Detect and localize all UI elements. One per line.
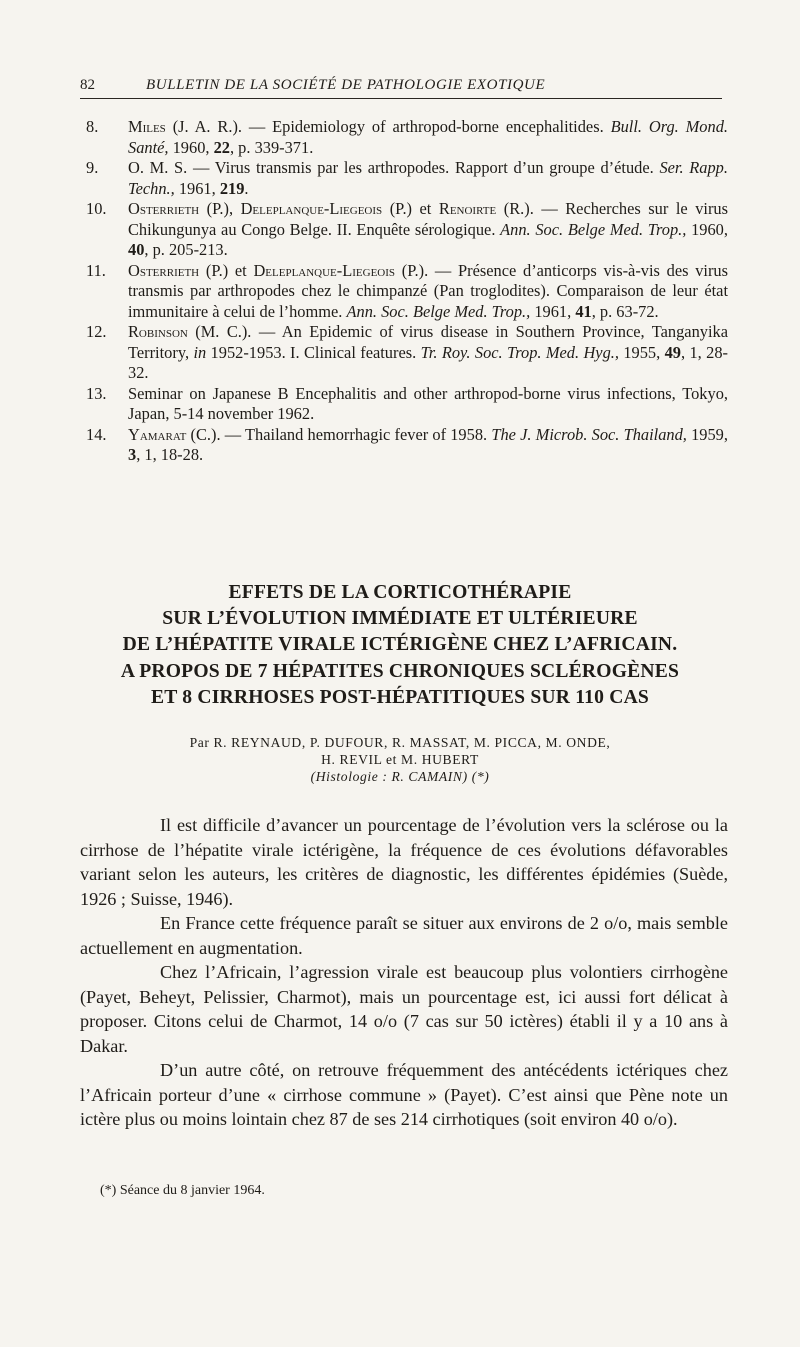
page-number: 82 [80,77,95,93]
author-block [60,734,740,785]
reference-item: 11. Osterrieth (P.) et Deleplanque-Liegeois (P.). — Présence d’anticorps vis-à-vis des virus transmis par arthropodes chez le chimpanzé (Pan troglodites). Comparaison de leur état immunitaire à celui de l’homme. Ann. Soc. Belge Med. Trop., 1961, 41, p. 63-72. [86,260,728,321]
title-line: EFFETS DE LA CORTICOTHÉRAPIE [228,582,572,603]
reference-item: 9. O. M. S. — Virus transmis par les arthropodes. Rapport d’un groupe d’étude. Ser. Rapp. Techn., 1961, 219. [86,158,728,198]
body-paragraph: Chez l’Africain, l’agression virale est beaucoup plus volontiers cirrhogène (Payet, Beheyt, Pelissier, Charmot), mais un pourcentage est, ici aussi fort délicat à proposer. Citons celui de Charmot, 14 o/o (7 cas sur 50 ictères) établi il y a 10 ans à Dakar. [80,962,728,1056]
body-paragraph: Il est difficile d’avancer un pourcentage de l’évolution vers la sclérose ou la cirrhose de l’hépatite virale ictérigène, la fréquence de ces évolutions défavorables variant selon les auteurs, les critères de diagnostic, les différentes épidémies (Suède, 1926 ; Suisse, 1946). [80,815,728,909]
authors-line: H. REVIL et M. HUBERT [321,752,479,767]
reference-item: 10. Osterrieth (P.), Deleplanque-Liegeois (P.) et Renoirte (R.). — Recherches sur le virus Chikungunya au Congo Belge. II. Enquête sérologique. Ann. Soc. Belge Med. Trop., 1960, 40, p. 205-213. [86,199,728,259]
reference-list [80,117,728,466]
body-paragraph: En France cette fréquence paraît se situer aux environs de 2 o/o, mais semble actuellement en augmentation. [80,913,728,958]
title-line: SUR L’ÉVOLUTION IMMÉDIATE ET ULTÉRIEURE [162,608,638,630]
authors-line: Par R. REYNAUD, P. DUFOUR, R. MASSAT, M. PICCA, M. ONDE, [189,735,611,750]
histology-credit: (Histologie : R. CAMAIN) (*) [310,769,490,784]
reference-item: 13. Seminar on Japanese B Encephalitis and other arthropod-borne virus infections, Tokyo, Japan, 5-14 november 1962. [86,383,728,423]
title-line: ET 8 CIRRHOSES POST-HÉPATITIQUES SUR 110 CAS [150,686,650,708]
reference-item: 8. Miles (J. A. R.). — Epidemiology of arthropod-borne encephalitides. Bull. Org. Mond. Santé, 1960, 22, p. 339-371. [86,117,728,157]
body-paragraph: D’un autre côté, on retrouve fréquemment des antécédents ictériques chez l’Africain porteur d’une « cirrhose commune » (Payet). C’est ainsi que Pène note un ictère plus ou moins lointain chez 87 de ses 214 cirrhotiques (soit environ 40 o/o). [80,1060,728,1129]
reference-item: 14. Yamarat (C.). — Thailand hemorrhagic fever of 1958. The J. Microb. Soc. Thailand, 1959, 3, 1, 18-28. [86,424,728,464]
article-title [60,580,740,711]
title-line: DE L’HÉPATITE VIRALE ICTÉRIGÈNE CHEZ L’AFRICAIN. [122,634,678,656]
footnote: (*) Séance du 8 janvier 1964. [100,1183,265,1198]
article-body [80,813,728,1132]
reference-item: 12. Robinson (M. C.). — An Epidemic of virus disease in Southern Province, Tanganyika Territory, in 1952-1953. I. Clinical features. Tr. Roy. Soc. Trop. Med. Hyg., 1955, 49, 1, 28-32. [86,322,728,382]
title-line: A PROPOS DE 7 HÉPATITES CHRONIQUES SCLÉROGÈNES [120,660,680,682]
journal-title: BULLETIN DE LA SOCIÉTÉ DE PATHOLOGIE EXOTIQUE [146,77,546,93]
running-head [80,72,722,99]
